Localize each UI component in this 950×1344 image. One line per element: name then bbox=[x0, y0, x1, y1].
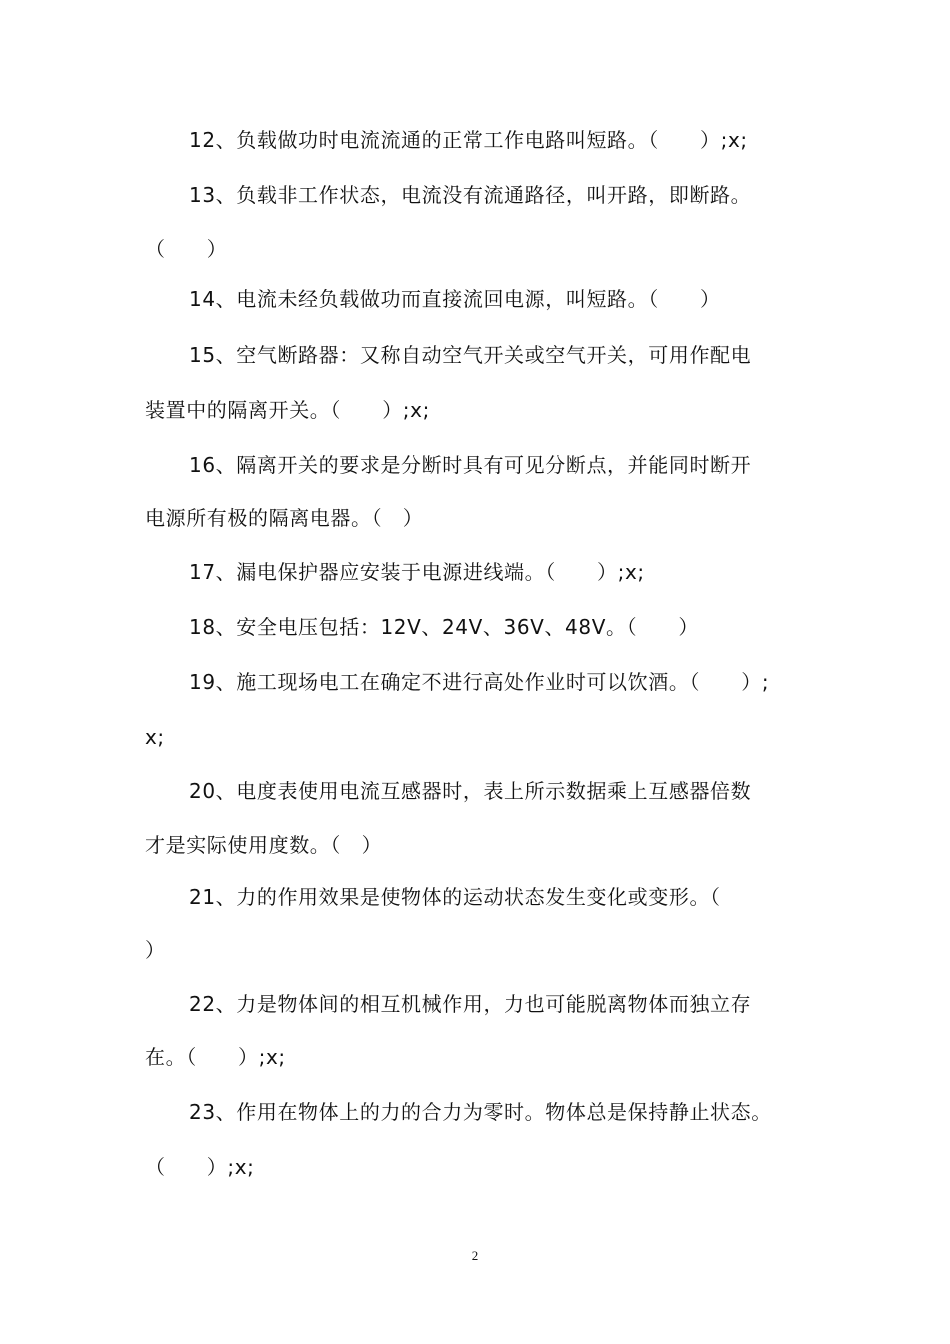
question-19-line-1: 19、施工现场电工在确定不进行高处作业时可以饮酒。（ ）; bbox=[189, 670, 770, 694]
question-16-line-1: 16、隔离开关的要求是分断时具有可见分断点，并能同时断开 bbox=[189, 453, 752, 477]
page-number: 2 bbox=[471, 1248, 479, 1263]
question-19-line-2: x; bbox=[145, 725, 165, 749]
question-22-line-1: 22、力是物体间的相互机械作用，力也可能脱离物体而独立存 bbox=[189, 992, 752, 1016]
question-18-line-1: 18、安全电压包括：12V、24V、36V、48V。（ ） bbox=[189, 615, 699, 639]
question-14-line-1: 14、电流未经负载做功而直接流回电源，叫短路。（ ） bbox=[189, 287, 721, 311]
question-21-line-1: 21、力的作用效果是使物体的运动状态发生变化或变形。（ bbox=[189, 885, 721, 909]
question-16-line-2: 电源所有极的隔离电器。（ ） bbox=[145, 506, 424, 530]
question-12-line-1: 12、负载做功时电流流通的正常工作电路叫短路。（ ）;x; bbox=[189, 128, 748, 152]
question-15-line-1: 15、空气断路器：又称自动空气开关或空气开关，可用作配电 bbox=[189, 343, 752, 367]
question-13-line-2: （ ） bbox=[145, 237, 228, 261]
question-20-line-2: 才是实际使用度数。（ ） bbox=[145, 833, 383, 857]
question-22-line-2: 在。（ ）;x; bbox=[145, 1045, 286, 1069]
question-15-line-2: 装置中的隔离开关。（ ）;x; bbox=[145, 398, 430, 422]
question-13-line-1: 13、负载非工作状态，电流没有流通路径，叫开路，即断路。 bbox=[189, 183, 752, 207]
question-23-line-2: （ ）;x; bbox=[145, 1155, 255, 1179]
question-23-line-1: 23、作用在物体上的力的合力为零时。物体总是保持静止状态。 bbox=[189, 1100, 772, 1124]
question-17-line-1: 17、漏电保护器应安装于电源进线端。（ ）;x; bbox=[189, 560, 645, 584]
question-20-line-1: 20、电度表使用电流互感器时，表上所示数据乘上互感器倍数 bbox=[189, 779, 752, 803]
question-21-line-2: ） bbox=[145, 938, 166, 962]
